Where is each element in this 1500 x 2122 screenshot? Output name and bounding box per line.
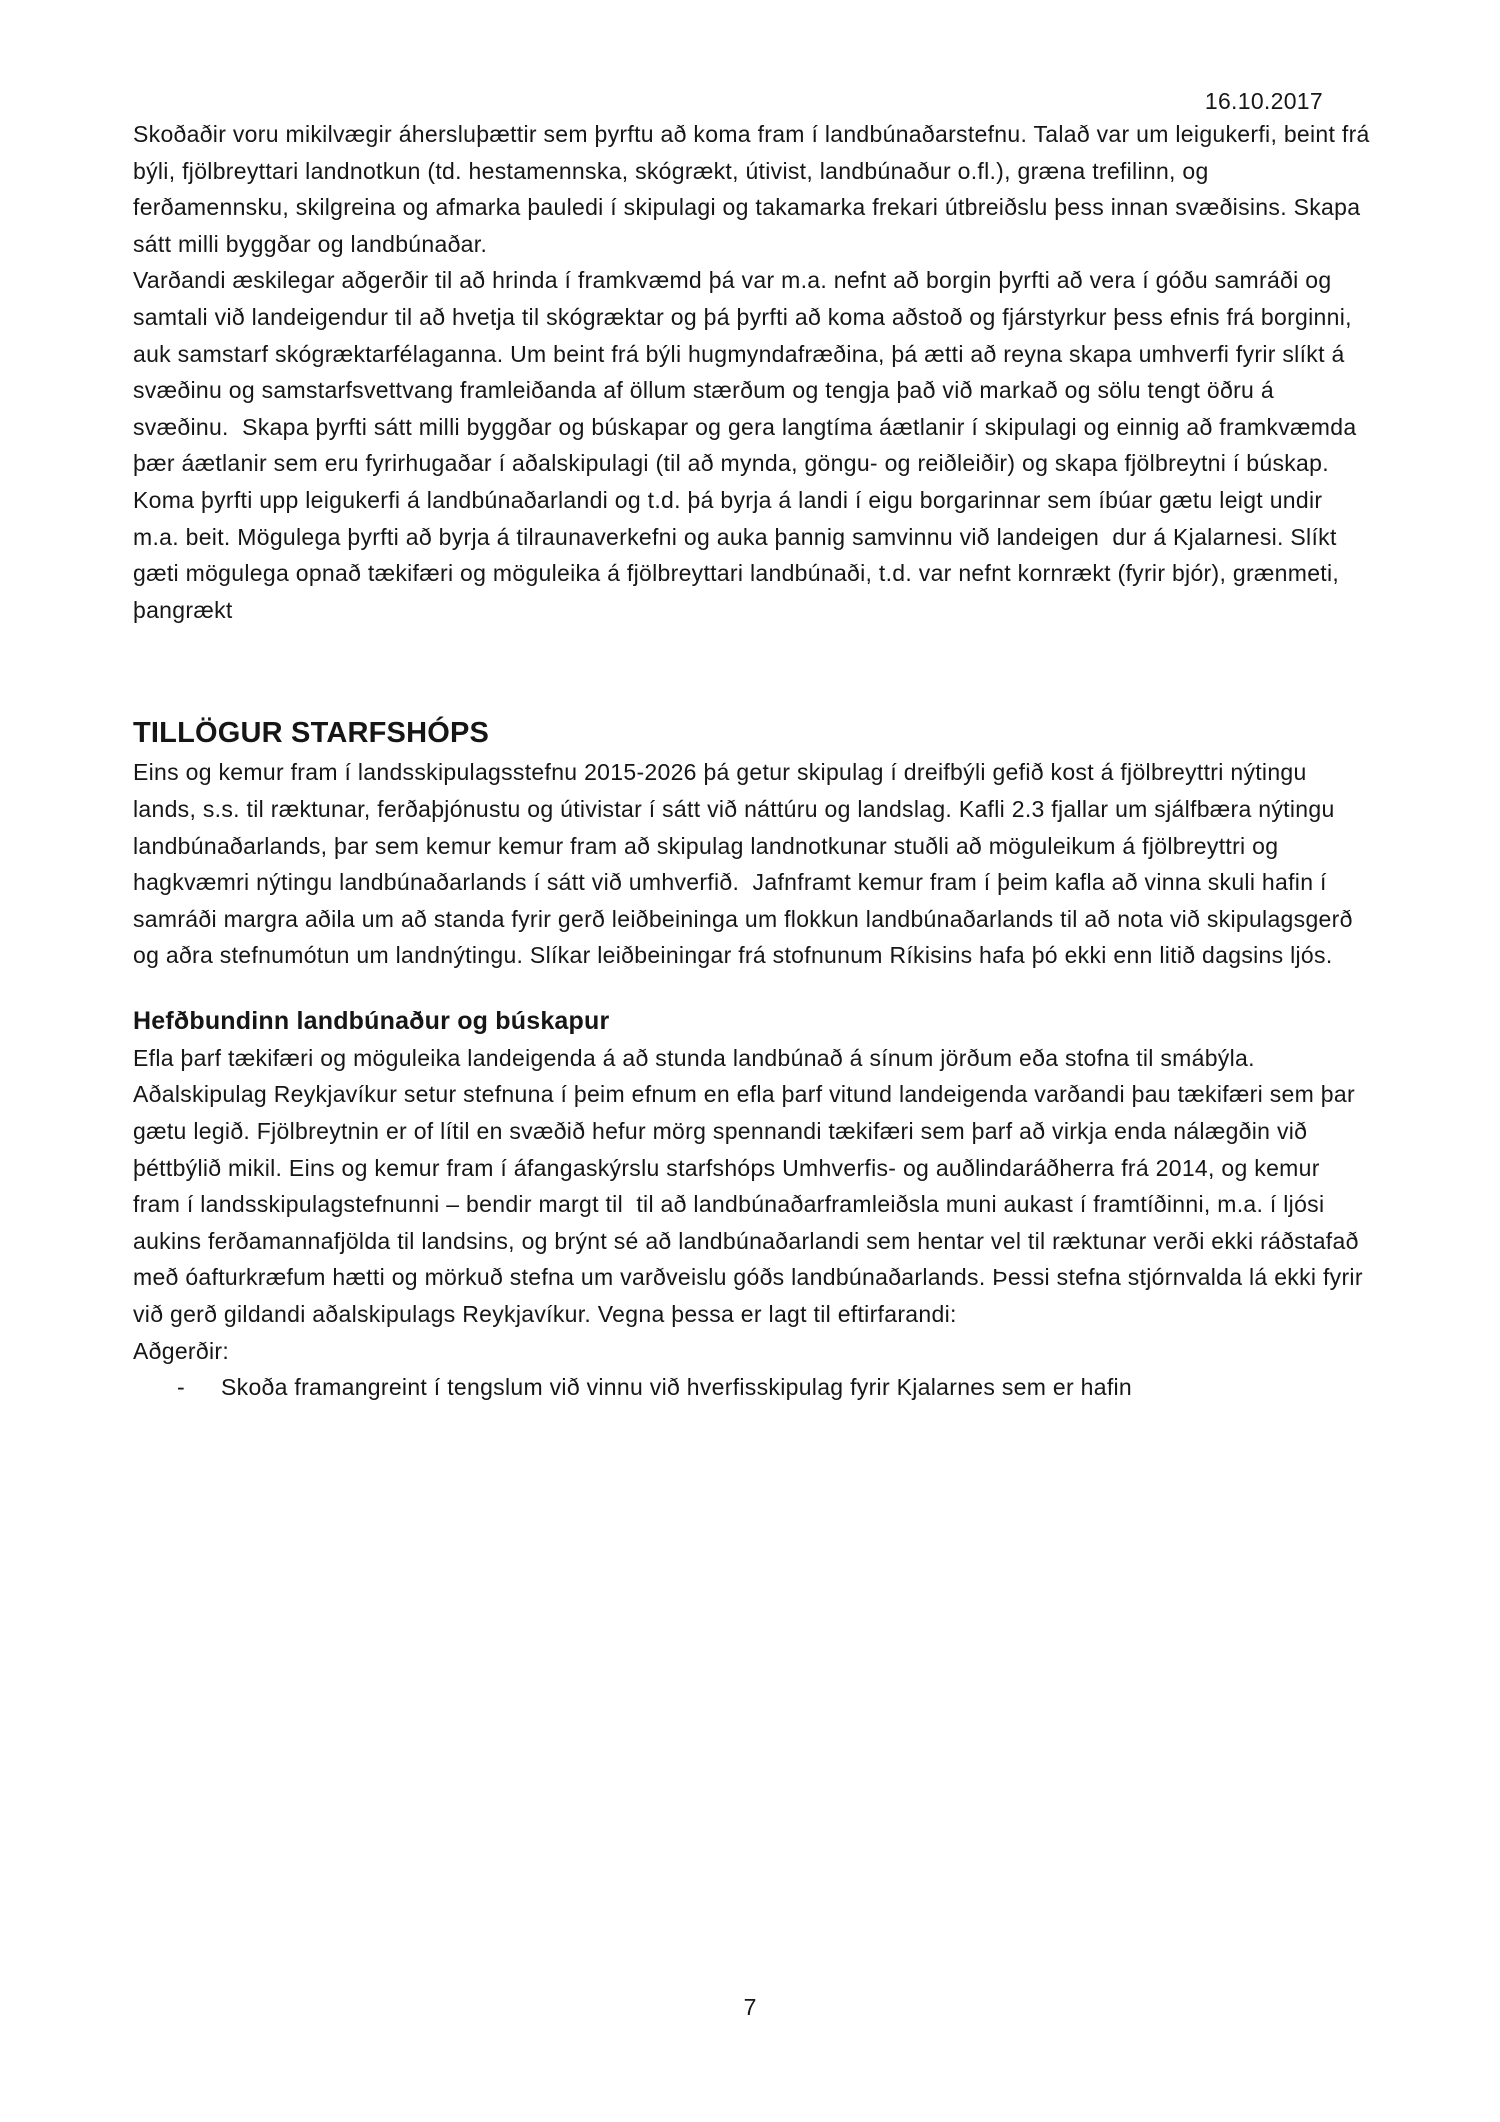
section-heading-tillogur-starfshops: TILLÖGUR STARFSHÓPS xyxy=(133,717,490,750)
document-date: 16.10.2017 xyxy=(1204,88,1323,114)
sub-heading-hefdbundinn-landbunadur: Hefðbundinn landbúnaður og búskapur xyxy=(133,1006,610,1035)
bullet-dash-marker: - xyxy=(177,1374,185,1401)
page-number: 7 xyxy=(743,1994,757,2020)
bullet-item-text: Skoða framangreint í tengslum við vinnu við hverfisskipulag fyrir Kjalarnes sem er hafin xyxy=(221,1374,1133,1401)
paragraph-traditional-farming: Efla þarf tækifæri og möguleika landeigenda á að stunda landbúnað á sínum jörðum eða stofna til smábýla. Aðalskipulag Reykjavíkur setur stefnuna í þeim efnum en efla þarf vitund landeigenda varðandi þau tækifæri sem þar gætu legið. Fjölbreytnin er of lítil en svæðið hefur mörg spennandi tækifæri sem þarf að virkja enda nálægðin við þéttbýlið mikil. Eins og kemur fram í áfangaskýrslu starfshóps Umhverfis- og auðlindaráðherra frá 2014, og kemur fram í landsskipulagstefnunni – bendir margt til til að landbúnaðarframleiðsla muni aukast í framtíðinni, m.a. í ljósi aukins ferðamannafjölda til landsins, og brýnt sé að landbúnaðarlandi sem hentar vel til ræktunar verði ekki ráðstafað með óafturkræfum hætti og mörkuð stefna um varðveislu góðs landbúnaðarlands. Þessi stefna stjórnvalda lá ekki fyrir við gerð gildandi aðalskipulags Reykjavíkur. Vegna þessa er lagt til eftirfarandi: xyxy=(133,1044,1370,1328)
actions-label: Aðgerðir: xyxy=(133,1337,230,1364)
list-item xyxy=(133,1369,1370,1406)
paragraph-desired-actions: Varðandi æskilegar aðgerðir til að hrinda í framkvæmd þá var m.a. nefnt að borgin þyrfti að vera í góðu samráði og samtali við landeigendur til að hvetja til skógræktar og þá þyrfti að koma aðstoð og fjárstyrkur þess efnis frá borginni, auk samstarf skógræktarfélaganna. Um beint frá býli hugmyndafræðina, þá ætti að reyna skapa umhverfi fyrir slíkt á svæðinu og samstarfsvettvang framleiðanda af öllum stærðum og tengja það við markað og sölu tengt öðru á svæðinu. Skapa þyrfti sátt milli byggðar og búskapar og gera langtíma áætlanir í skipulagi og einnig að framkvæmda þær áætlanir sem eru fyrirhugaðar í aðalskipulagi (til að mynda, göngu- og reiðleiðir) og skapa fjölbreytni í búskap. Koma þyrfti upp leigukerfi á landbúnaðarlandi og t.d. þá byrja á landi í eigu borgarinnar sem íbúar gætu leigt undir m.a. beit. Mögulega þyrfti að byrja á tilraunaverkefni og auka þannig samvinnu við landeigen dur á Kjalarnesi. Slíkt gæti mögulega opnað tækifæri og möguleika á fjölbreyttari landbúnaði, t.d. var nefnt kornrækt (fyrir bjór), grænmeti, þangrækt xyxy=(133,267,1364,623)
paragraph-landsskipulagsstefna: Eins og kemur fram í landsskipulagsstefnu 2015-2026 þá getur skipulag í dreifbýli gefið kost á fjölbreyttri nýtingu lands, s.s. til ræktunar, ferðaþjónustu og útivistar í sátt við náttúru og landslag. Kafli 2.3 fjallar um sjálfbæra nýtingu landbúnaðarlands, þar sem kemur kemur fram að skipulag landnotkunar stuðli að möguleikum á fjölbreyttri og hagkvæmri nýtingu landbúnaðarlands í sátt við umhverfið. Jafnframt kemur fram í þeim kafla að vinna skuli hafin í samráði margra aðila um að standa fyrir gerð leiðbeininga um flokkun landbúnaðarlands til að nota við skipulagsgerð og aðra stefnumótun um landnýtingu. Slíkar leiðbeiningar frá stofnunum Ríkisins hafa þó ekki enn litið dagsins ljós. xyxy=(133,759,1360,969)
paragraph-introduction: Skoðaðir voru mikilvægir áhersluþættir sem þyrftu að koma fram í landbúnaðarstefnu. Talað var um leigukerfi, beint frá býli, fjölbreyttari landnotkun (td. hestamennska, skógrækt, útivist, landbúnaður o.fl.), græna trefilinn, og ferðamennsku, skilgreina og afmarka þauledi í skipulagi og takamarka frekari útbreiðslu þess innan svæðisins. Skapa sátt milli byggðar og landbúnaðar. xyxy=(133,121,1377,257)
